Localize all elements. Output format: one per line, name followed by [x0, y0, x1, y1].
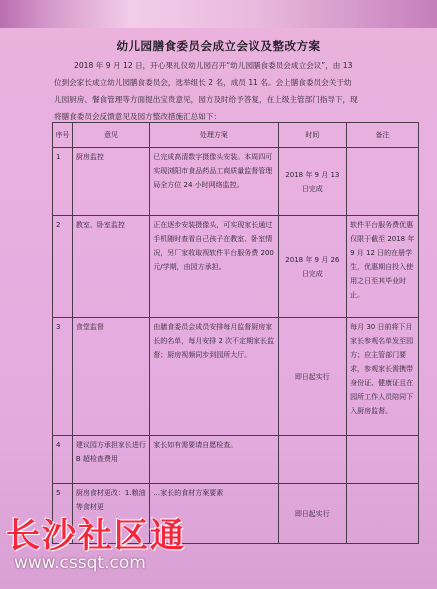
- table-row: [53, 436, 419, 484]
- intro-line: 将膳食委员会反馈意见及园方整改措施汇总如下：: [54, 112, 222, 121]
- cell-time: 2018 年 9 月 13 日完成: [278, 148, 347, 216]
- cell-opinion: 建议园方承担家长进行 B 超检查费用: [72, 436, 149, 484]
- header-note: 备注: [347, 123, 419, 148]
- cell-plan: 已完成高清数字摄像头安装。本周四可实现浏阳市食品药品工商质量监督管理局全方位 24 小时网络监控。: [150, 148, 278, 216]
- header-time: 时间: [278, 123, 347, 148]
- cell-opinion: 厨房监控: [72, 148, 149, 216]
- watermark-url: www.cssqt.com: [14, 553, 146, 573]
- intro-line: 儿园厨房、餐食管理等方面提出宝贵意见，园方及时给予答复，在上级主管部门指导下，现: [54, 95, 358, 104]
- cell-opinion: 教室、卧室监控: [72, 216, 149, 318]
- cell-no: 5: [53, 484, 73, 544]
- cell-time: 2018 年 9 月 26 日完成: [278, 216, 347, 318]
- document-title: 幼儿园膳食委员会成立会议及整改方案: [116, 39, 321, 53]
- table-row: [53, 216, 419, 318]
- cell-plan: 家长如有需要请自愿检查。: [150, 436, 278, 484]
- site-watermark: [6, 508, 266, 589]
- cell-plan: 正在逐步安装摄像头，可实现家长通过手机随时查看自己孩子在教室、卧室情况，另厂家收取视软件平台服务费 200 元/学期，由园方承担。: [150, 216, 278, 318]
- intro-line: 位到会家长成立幼儿园膳食委员会，选举组长 2 名，成员 11 名。会上膳食委员会关于幼: [54, 78, 352, 87]
- cell-time: 即日起实行: [278, 318, 347, 436]
- cell-opinion: 厨房食材更改：1.粮油等食材更: [72, 484, 149, 544]
- cell-opinion: 食堂监督: [72, 318, 149, 436]
- table-header-row: [53, 123, 419, 148]
- intro-paragraph: [54, 57, 418, 125]
- intro-line: 2018 年 9 月 12 日，开心果礼仪幼儿园召开“幼儿园膳食委员会成立会议”，由 13: [74, 61, 353, 70]
- cell-no: 1: [53, 148, 73, 216]
- cell-no: 3: [53, 318, 73, 436]
- table-row: [53, 148, 419, 216]
- cell-note: 每月 30 日前将下月家长参观名单发至园方；应主管部门要求，参观家长需携带身份证、健康证且在园所工作人员陪同下入厨房监督。: [347, 318, 419, 436]
- header-plan: 处理方案: [150, 123, 278, 148]
- table-row: [53, 318, 419, 436]
- cell-note: 软件平台服务费优惠仅限于截至 2018 年 9 月 12 日的在册学生，优惠期自投入使用之日至其毕业时止。: [347, 216, 419, 318]
- cell-time: 即日起实行: [278, 484, 347, 544]
- cell-plan: 由膳食委员会成员安排每月监督厨房家长的名单，每月安排 2 次不定期家长监督；厨房视频同步到园所大厅。: [150, 318, 278, 436]
- cell-note: [347, 436, 419, 484]
- rectification-table: [52, 122, 419, 544]
- cell-note: [347, 148, 419, 216]
- cell-no: 2: [53, 216, 73, 318]
- header-no: 序号: [53, 123, 73, 148]
- cell-note: [347, 484, 419, 544]
- cell-time: [278, 436, 347, 484]
- header-opinion: 意见: [72, 123, 149, 148]
- watermark-name: 长沙社区通: [6, 516, 186, 556]
- cell-plan: …家长的食材方案要素: [150, 484, 278, 544]
- page-fold-shadow: [0, 0, 437, 28]
- cell-no: 4: [53, 436, 73, 484]
